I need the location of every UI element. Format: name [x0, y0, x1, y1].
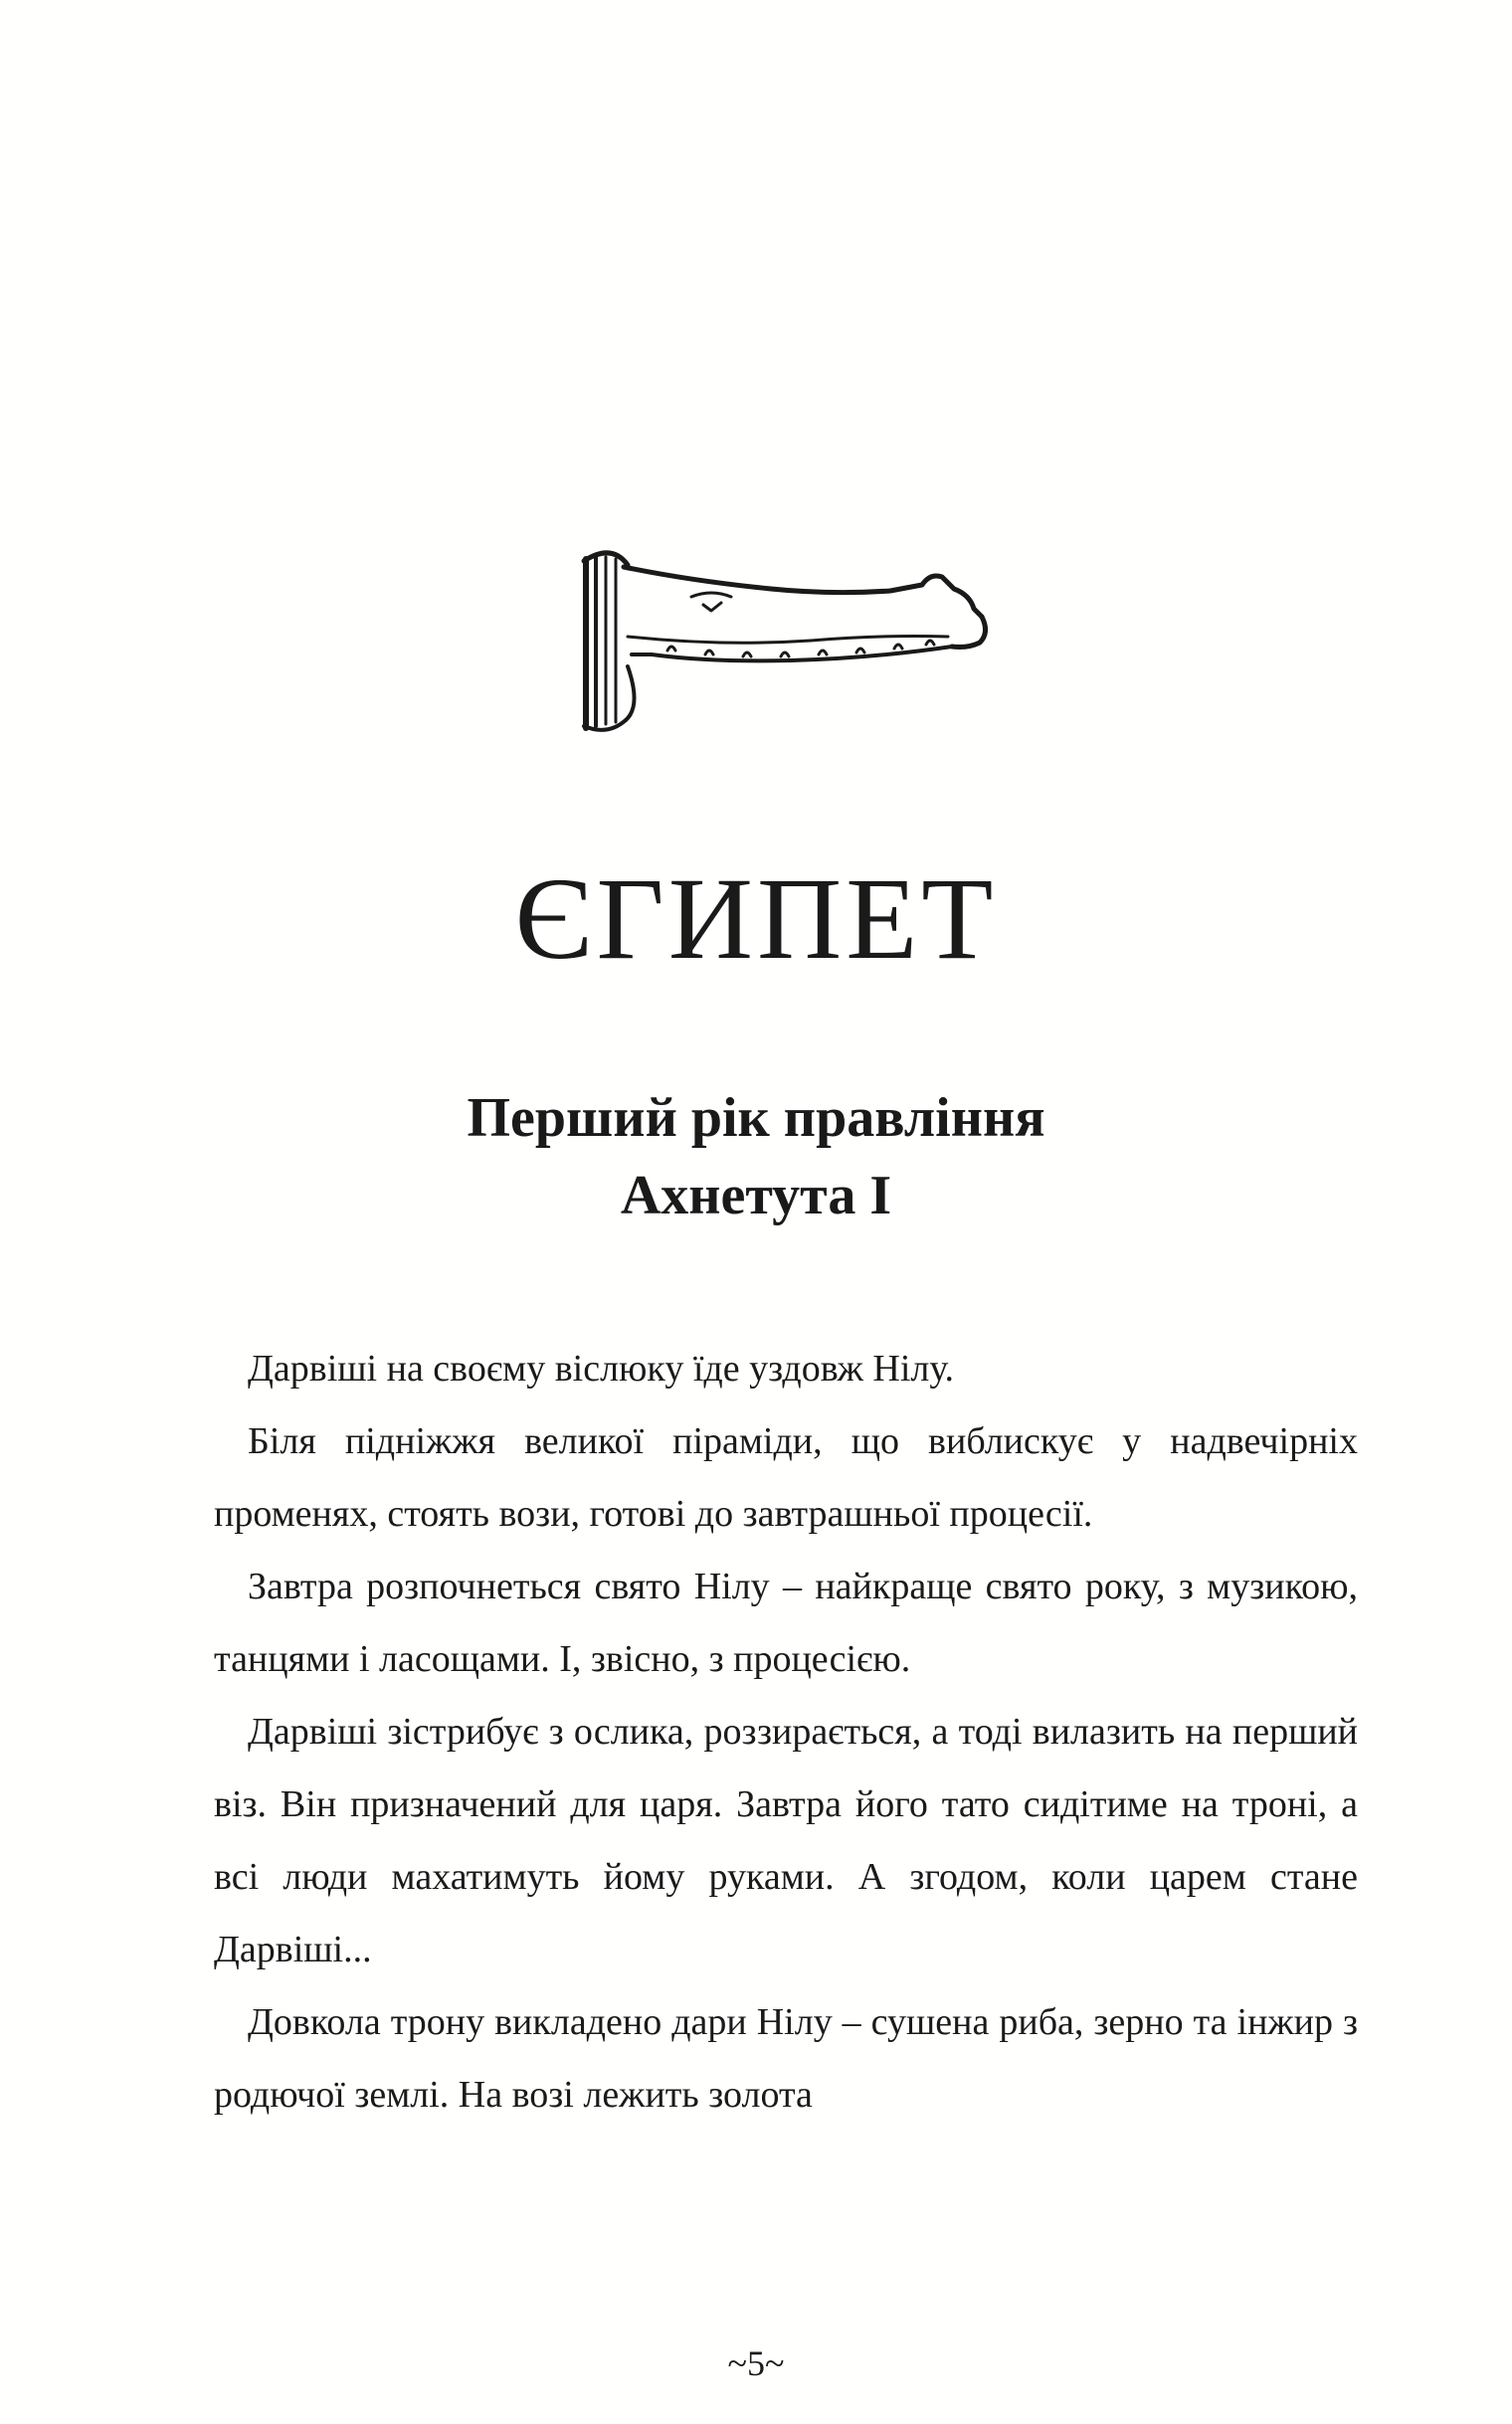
paragraph: Дарвіші зістрибує з ослика, роззирається, а тоді вилазить на перший віз. Він призначений для царя. Завтра його тато сидітиме на троні, а всі люди махатимуть йому руками. А згодом, коли царем стане Дарвіші...	[214, 1711, 1358, 1970]
paragraph: Біля підніжжя великої піраміди, що виблискує у надвечірніх променях, стоять вози, готові до завтрашньої процесії.	[214, 1420, 1358, 1535]
chapter-subtitle	[0, 1079, 1512, 1234]
subtitle-line-2: Ахнетута І	[620, 1165, 892, 1226]
chapter-body	[214, 1333, 1358, 2132]
page-number: ~5~	[727, 2343, 785, 2383]
paragraph: Завтра розпочнеться свято Нілу – найкраще свято року, з музикою, танцями і ласощами. І, звісно, з процесією.	[214, 1566, 1358, 1680]
subtitle-line-1: Перший рік правління	[467, 1087, 1045, 1149]
paragraph: Довкола трону викладено дари Нілу – сушена риба, зерно та інжир з родючої землі. На возі лежить золота	[214, 2001, 1358, 2116]
paragraph: Дарвіші на своєму віслюку їде уздовж Нілу.	[248, 1348, 955, 1390]
chapter-title: ЄГИПЕТ	[514, 853, 998, 984]
crocodile-hieroglyph-icon	[572, 537, 1000, 736]
